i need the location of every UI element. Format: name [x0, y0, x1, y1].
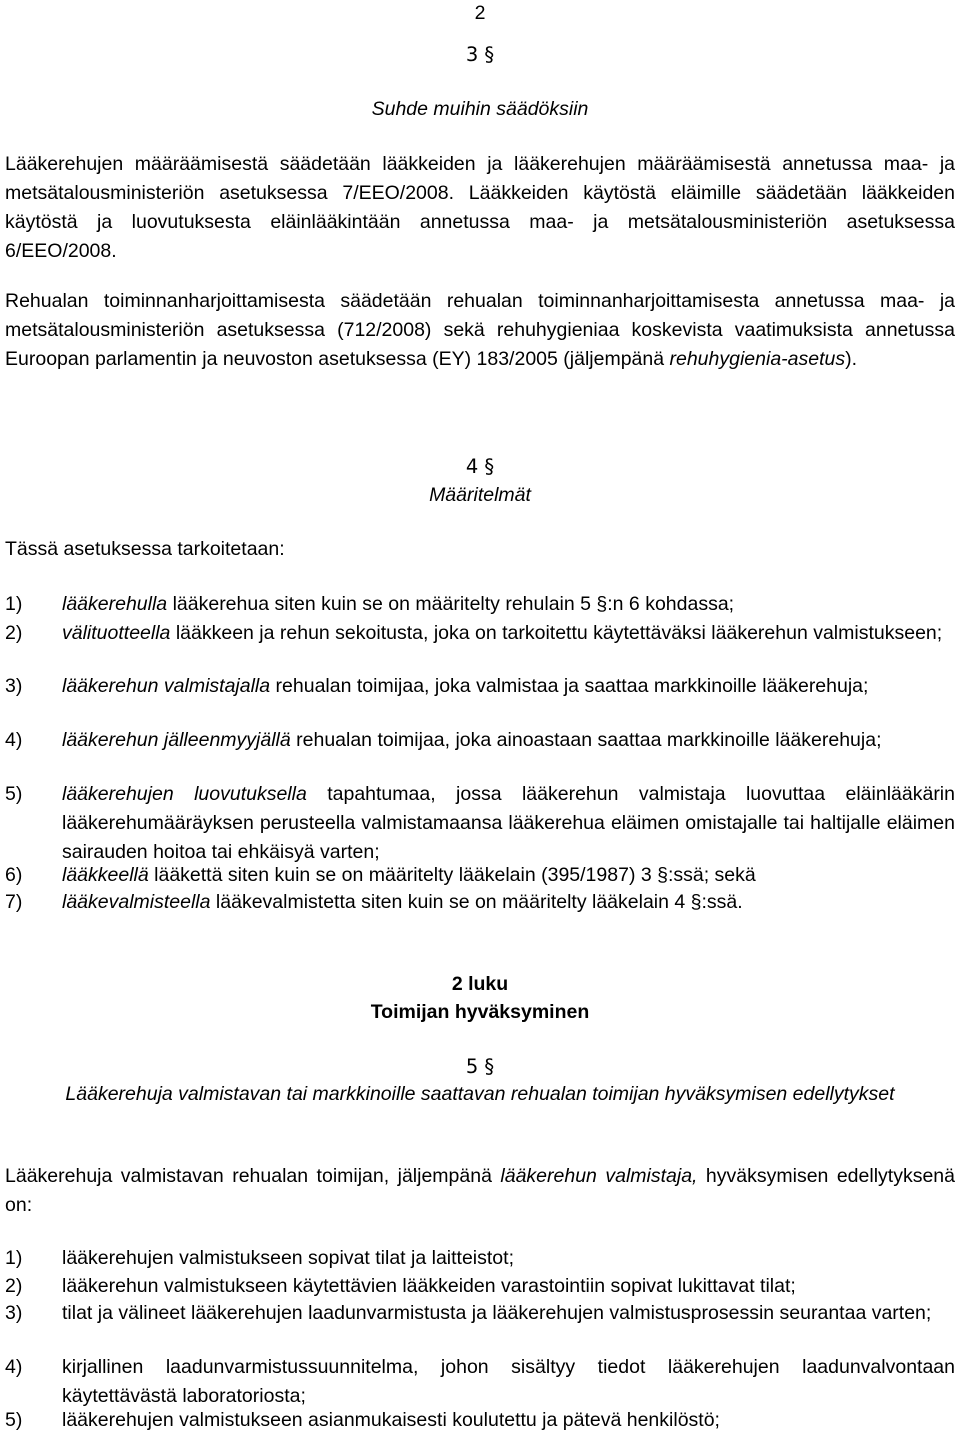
definition-term: lääkkeellä [62, 864, 149, 886]
section-5-intro-text: Lääkerehuja valmistavan rehualan toimijan, jäljempänä [5, 1165, 501, 1187]
section-5-title: Lääkerehuja valmistavan tai markkinoille saattavan rehualan toimijan hyväksymisen edellytykset [65, 1083, 895, 1105]
definition-term: välituotteella [62, 622, 171, 644]
definition-text: rehualan toimijaa, joka valmistaa ja saattaa markkinoille lääkerehuja; [270, 675, 869, 697]
section-3-paragraph-1: Lääkerehujen määräämisestä säädetään lääkkeiden ja lääkerehujen määräämisestä annetussa maa- ja metsätalousministeriön asetuksessa 7/EEO/2008. Lääkkeiden käytöstä eläimille säädetään lääkkeiden käytöstä ja luovutuksesta eläinlääkintään annetussa maa- ja metsätalousministeriön asetuksessa 6/EEO/2008. [5, 153, 955, 262]
definition-term: lääkerehulla [62, 593, 168, 615]
requirement-number: 3) [5, 1302, 23, 1324]
requirement-text: lääkerehun valmistukseen käytettävien lääkkeiden varastointiin sopivat lukittavat tilat; [62, 1275, 796, 1297]
definition-number: 1) [5, 593, 23, 615]
requirement-text: kirjallinen laadunvarmistussuunnitelma, johon sisältyy tiedot lääkerehujen laadunvalvontaan käytettävästä laboratoriosta; [62, 1356, 955, 1407]
requirement-number: 1) [5, 1247, 23, 1269]
definition-term: lääkerehun valmistajalla [62, 675, 271, 697]
definition-number: 3) [5, 675, 23, 697]
requirement-number: 5) [5, 1409, 23, 1431]
section-5-intro-end: hyväksymisen edellytyksenä on: [5, 1165, 955, 1216]
section-5-intro-term: lääkerehun valmistaja, [500, 1165, 698, 1187]
definition-text: lääkevalmistetta siten kuin se on määritelty lääkelain 4 §:ssä. [210, 891, 743, 913]
requirement-text: lääkerehujen valmistukseen asianmukaisesti koulutettu ja pätevä henkilöstö; [62, 1409, 720, 1431]
definition-text: tapahtumaa, jossa lääkerehun valmistaja luovuttaa eläinlääkärin lääkerehumääräyksen perusteella valmistamaansa lääkerehua eläimen omistajalle tai haltijalle eläimen sairauden hoitoa tai ehkäisyä varten; [62, 783, 955, 863]
section-3-paragraph-2-text: Rehualan toiminnanharjoittamisesta säädetään rehualan toiminnanharjoittamisesta annetussa maa- ja metsätalousministeriön asetuksessa (712/2008) sekä rehuhygieniaa koskevista vaatimuksista annetussa Euroopan parlamentin ja neuvoston asetuksessa (EY) 183/2005 (jäljempänä [5, 290, 955, 370]
requirement-text: lääkerehujen valmistukseen sopivat tilat ja laitteistot; [62, 1247, 514, 1269]
definition-number: 5) [5, 783, 23, 805]
section-3-paragraph-2-term: rehuhygienia-asetus [669, 348, 846, 370]
section-4-intro: Tässä asetuksessa tarkoitetaan: [5, 538, 285, 560]
definition-term: lääkerehun jälleenmyyjällä [62, 729, 291, 751]
definition-term: lääkevalmisteella [62, 891, 211, 913]
definition-text: lääkerehua siten kuin se on määritelty rehulain 5 §:n 6 kohdassa; [167, 593, 735, 615]
definition-number: 7) [5, 891, 23, 913]
chapter-title: Toimijan hyväksyminen [370, 1001, 590, 1023]
section-4-title: Määritelmät [429, 484, 531, 506]
definition-number: 2) [5, 622, 23, 644]
chapter-label: 2 luku [451, 973, 509, 995]
section-3-paragraph-2 [5, 287, 955, 374]
requirement-number: 4) [5, 1356, 23, 1378]
section-4-number: 4 § [465, 455, 495, 478]
section-5-number: 5 § [465, 1055, 495, 1078]
definition-text: rehualan toimijaa, joka ainoastaan saattaa markkinoille lääkerehuja; [290, 729, 882, 751]
section-5-intro [5, 1162, 955, 1220]
requirement-text: tilat ja välineet lääkerehujen laadunvarmistusta ja lääkerehujen valmistusprosessin seurantaa varten; [62, 1302, 932, 1324]
section-3-title: Suhde muihin säädöksiin [371, 98, 589, 120]
definition-number: 6) [5, 864, 23, 886]
section-3-number: 3 § [465, 43, 495, 66]
section-3-paragraph-2-end: ). [845, 348, 858, 370]
definition-text: lääkkeen ja rehun sekoitusta, joka on tarkoitettu käytettäväksi lääkerehun valmistukseen; [170, 622, 943, 644]
definition-text: lääkettä siten kuin se on määritelty lääkelain (395/1987) 3 §:ssä; sekä [148, 864, 756, 886]
page-number: 2 [474, 2, 486, 24]
requirement-number: 2) [5, 1275, 23, 1297]
definition-term: lääkerehujen luovutuksella [62, 783, 307, 805]
definition-number: 4) [5, 729, 23, 751]
